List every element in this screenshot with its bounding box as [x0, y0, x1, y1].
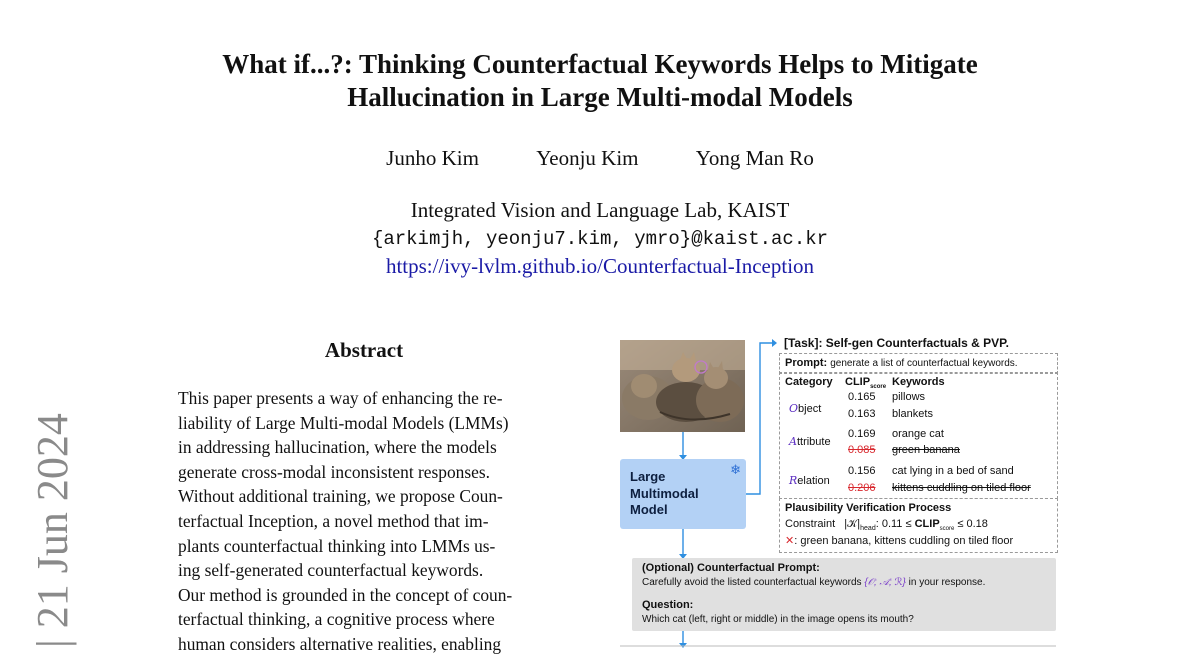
arrowhead	[679, 643, 687, 648]
attribute-score: 0.169	[848, 428, 876, 440]
abstract-line: This paper presents a way of enhancing the re-	[178, 388, 503, 408]
attribute-rest: ttribute	[796, 436, 831, 448]
reject-icon: ✕	[785, 535, 795, 547]
constraint-clip: CLIP	[914, 518, 940, 530]
abstract-line: ing self-generated counterfactual keywords.	[178, 560, 484, 581]
relation-score: 0.156	[848, 465, 876, 477]
relation-score-rejected: 0.206	[848, 482, 876, 494]
attribute-keyword: orange cat	[892, 428, 944, 440]
lmm-label-line: Multimodal	[630, 485, 699, 501]
pvp-box	[779, 498, 1058, 553]
object-score: 0.163	[848, 408, 876, 420]
constraint-set-sub: head	[860, 525, 876, 533]
counterfactual-prompt-box	[632, 558, 1056, 631]
object-rest: bject	[798, 403, 822, 415]
question-label: Question:	[642, 599, 694, 611]
paper-title	[0, 48, 1200, 114]
attribute-letter: A	[789, 435, 797, 448]
lmm-label-line: Model	[630, 502, 668, 517]
pvp-rejected	[785, 534, 1013, 547]
lmm-label	[630, 469, 699, 519]
project-link[interactable]: https://ivy-lvlm.github.io/Counterfactual-Inception	[385, 254, 815, 278]
abstract-line: generate cross-modal inconsistent responses.	[178, 461, 490, 482]
col-category: Category	[785, 376, 833, 388]
constraint-label: Constraint	[785, 518, 836, 530]
opt-text-a: Carefully avoid the listed counterfactual keywords	[642, 577, 862, 588]
opt-title: (Optional) Counterfactual Prompt:	[642, 562, 820, 574]
attribute-keyword-rejected: green banana	[892, 444, 960, 456]
abstract-line: terfactual Inception, a novel method that im-	[178, 510, 489, 531]
abstract-line: terfactual thinking, a cognitive process where	[178, 609, 495, 630]
prompt-text: generate a list of counterfactual keywords.	[830, 358, 1018, 369]
lmm-label-line: Large	[630, 469, 666, 484]
author: Junho Kim	[386, 146, 479, 170]
lmm-box	[620, 459, 746, 529]
object-score: 0.165	[848, 391, 876, 403]
arxiv-date: | 21 Jun 2024	[28, 413, 77, 648]
object-letter: O	[789, 402, 799, 415]
abstract-heading: Abstract	[324, 338, 404, 362]
abstract-line: in addressing hallucination, where the models	[178, 437, 497, 458]
abstract-line: Without additional training, we propose Coun-	[178, 486, 503, 507]
opt-text-b: in your response.	[908, 577, 986, 588]
pvp-constraint	[785, 518, 988, 532]
constraint-upper: ≤ 0.18	[957, 518, 988, 530]
col-clip-label: CLIP	[845, 376, 871, 388]
author: Yeonju Kim	[536, 146, 639, 170]
abstract-line: Our method is grounded in the concept of coun-	[178, 584, 513, 605]
category-object	[789, 402, 821, 415]
constraint-lower: : 0.11 ≤	[875, 518, 912, 530]
rejected-keywords: : green banana, kittens cuddling on tiled floor	[794, 535, 1014, 547]
author-emails: {arkimjh, yeonju7.kim, ymro}@kaist.ac.kr	[371, 228, 829, 250]
constraint-clip-sub: score	[939, 526, 955, 533]
task-title: [Task]: Self-gen Counterfactuals & PVP.	[784, 336, 1009, 350]
relation-letter: R	[789, 474, 798, 487]
kittens-photo	[620, 340, 745, 432]
relation-keyword: cat lying in a bed of sand	[892, 465, 1014, 477]
constraint-set: |𝒦|	[844, 518, 861, 530]
prompt-box	[779, 353, 1058, 374]
relation-rest: elation	[797, 475, 830, 487]
author-list	[0, 146, 1200, 171]
opt-keyword-set: {𝒪; 𝒜; ℛ}	[864, 577, 906, 588]
attribute-score-rejected: 0.085	[848, 444, 876, 456]
snowflake-icon: ❄	[730, 462, 741, 477]
arxiv-stamp	[28, 413, 77, 648]
object-keyword: blankets	[892, 408, 933, 420]
keyword-table	[785, 376, 1055, 498]
abstract-line: plants counterfactual thinking into LMMs us-	[178, 535, 496, 556]
col-keywords: Keywords	[892, 376, 945, 388]
col-clip	[845, 376, 886, 390]
prompt-label: Prompt:	[785, 357, 828, 369]
abstract-line: liability of Large Multi-modal Models (LMMs)	[178, 412, 509, 433]
arrow-model-to-task	[746, 343, 773, 494]
opt-text	[642, 577, 985, 588]
author: Yong Man Ro	[695, 146, 814, 170]
relation-keyword-rejected: kittens cuddling on tiled floor	[892, 482, 1031, 494]
object-keyword: pillows	[892, 391, 926, 403]
category-relation	[789, 474, 830, 487]
col-clip-sub: score	[870, 384, 887, 391]
abstract-line: human considers alternative realities, enabling	[178, 633, 502, 654]
affiliation: Integrated Vision and Language Lab, KAIST	[410, 198, 790, 222]
category-attribute	[789, 435, 831, 448]
question-text: Which cat (left, right or middle) in the image opens its mouth?	[642, 614, 914, 625]
title-line-2: Hallucination in Large Multi-modal Models	[347, 82, 853, 112]
title-line-1: What if...?: Thinking Counterfactual Keywords Helps to Mitigate	[222, 49, 978, 79]
pvp-title: Plausibility Verification Process	[785, 502, 952, 514]
abstract-body	[178, 386, 550, 657]
arrowhead	[772, 339, 777, 347]
